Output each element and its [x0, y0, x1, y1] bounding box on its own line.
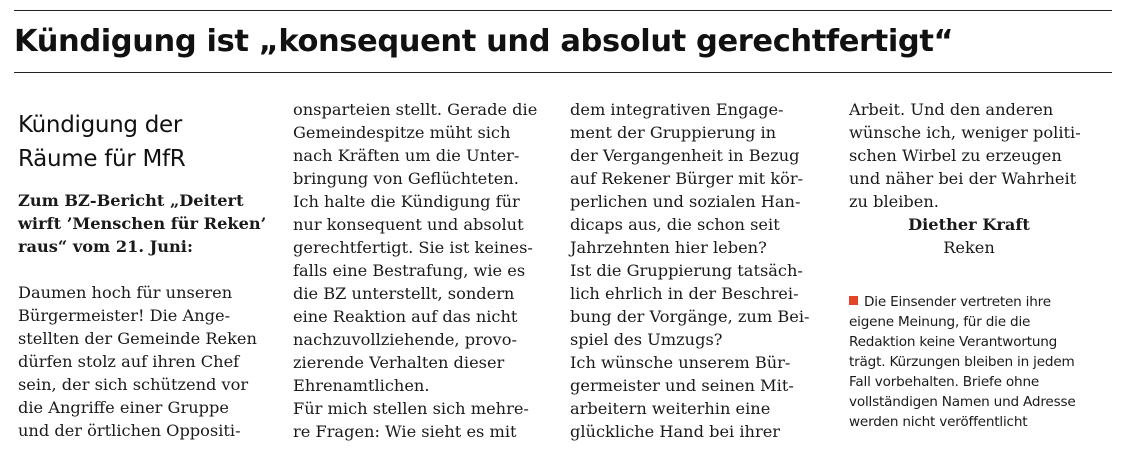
headline-rule	[14, 72, 1112, 73]
editorial-note	[849, 292, 1111, 432]
body-line: perlichen und sozialen Han-	[570, 192, 801, 211]
body-text-col4	[849, 98, 1111, 259]
body-line: Ist die Gruppierung tatsäch-	[570, 261, 803, 280]
body-line: gerechtfertigt. Sie ist keines-	[293, 238, 533, 257]
body-line: zu bleiben.	[849, 192, 939, 211]
body-line: arbeitern weiterhin eine	[570, 399, 771, 418]
note-line: vollständigen Namen und Adresse	[849, 394, 1076, 410]
body-line: bringung von Geflüchteten.	[293, 169, 519, 188]
kicker-line: Kündigung der	[18, 112, 183, 138]
top-rule	[14, 10, 1112, 11]
letter-intro	[18, 189, 280, 258]
note-line: werden nicht veröffentlicht	[849, 414, 1028, 430]
body-line: Ehrenamtlichen.	[293, 376, 430, 395]
column-4	[849, 98, 1111, 432]
body-line: und der örtlichen Oppositi-	[18, 421, 241, 440]
body-line: schen Wirbel zu erzeugen	[849, 146, 1062, 165]
body-line: re Fragen: Wie sieht es mit	[293, 422, 517, 441]
kicker-line: Räume für MfR	[18, 146, 186, 172]
body-line: Ich halte die Kündigung für	[293, 192, 520, 211]
body-line: eine Reaktion auf das nicht	[293, 307, 518, 326]
body-line: Ich wünsche unserem Bür-	[570, 353, 791, 372]
body-line: der Vergangenheit in Bezug	[570, 146, 800, 165]
body-line: nur konsequent und absolut	[293, 215, 524, 234]
column-2	[293, 98, 555, 443]
letter-kicker	[18, 108, 280, 176]
body-line: Jahrzehnten hier leben?	[570, 238, 767, 257]
body-line: dicaps aus, die schon seit	[570, 215, 780, 234]
note-line: Redaktion keine Verantwortung	[849, 334, 1058, 350]
body-line: dem integrativen Engage-	[570, 100, 784, 119]
column-1	[18, 100, 280, 442]
body-line: onsparteien stellt. Gerade die	[293, 100, 538, 119]
intro-line: wirft ’Menschen für Reken’	[18, 214, 267, 233]
body-line: zierende Verhalten dieser	[293, 353, 505, 372]
body-line: nachzuvollziehende, provo-	[293, 330, 517, 349]
note-line: Fall vorbehalten. Briefe ohne	[849, 374, 1040, 390]
body-line: spiel des Umzugs?	[570, 330, 723, 349]
body-line: falls eine Bestrafung, wie es	[293, 261, 526, 280]
author-place: Reken	[943, 238, 995, 257]
red-square-icon	[849, 296, 858, 305]
body-line: Gemeindespitze müht sich	[293, 123, 511, 142]
article-headline: Kündigung ist „konsequent und absolut gerechtfertigt“	[14, 24, 954, 59]
body-line: lich ehrlich in der Beschrei-	[570, 284, 799, 303]
body-line: ment der Gruppierung in	[570, 123, 777, 142]
body-line: germeister und seinen Mit-	[570, 376, 794, 395]
note-line: trägt. Kürzungen bleiben in jedem	[849, 354, 1075, 370]
body-line: nach Kräften um die Unter-	[293, 146, 520, 165]
note-line: eigene Meinung, für die die	[849, 314, 1031, 330]
body-line: die BZ unterstellt, sondern	[293, 284, 515, 303]
body-line: Für mich stellen sich mehre-	[293, 399, 529, 418]
body-line: sein, der sich schützend vor	[18, 375, 249, 394]
intro-line: Zum BZ-Bericht „Deitert	[18, 191, 244, 210]
body-line: auf Rekener Bürger mit kör-	[570, 169, 804, 188]
body-line: Arbeit. Und den anderen	[849, 100, 1054, 119]
author-name: Diether Kraft	[908, 215, 1030, 234]
body-line: glückliche Hand bei ihrer	[570, 422, 781, 441]
body-line: wünsche ich, weniger politi-	[849, 123, 1081, 142]
body-line: bung der Vorgänge, zum Bei-	[570, 307, 810, 326]
body-line: und näher bei der Wahrheit	[849, 169, 1077, 188]
note-line: Die Einsender vertreten ihre	[864, 294, 1051, 310]
column-3	[570, 98, 832, 443]
body-line: dürfen stolz auf ihren Chef	[18, 352, 240, 371]
body-line: Daumen hoch für unseren	[18, 283, 233, 302]
body-line: Bürgermeister! Die Ange-	[18, 306, 231, 325]
body-text-col1	[18, 281, 280, 442]
intro-line: raus“ vom 21. Juni:	[18, 237, 193, 256]
body-line: die Angriffe einer Gruppe	[18, 398, 229, 417]
body-line: stellten der Gemeinde Reken	[18, 329, 257, 348]
